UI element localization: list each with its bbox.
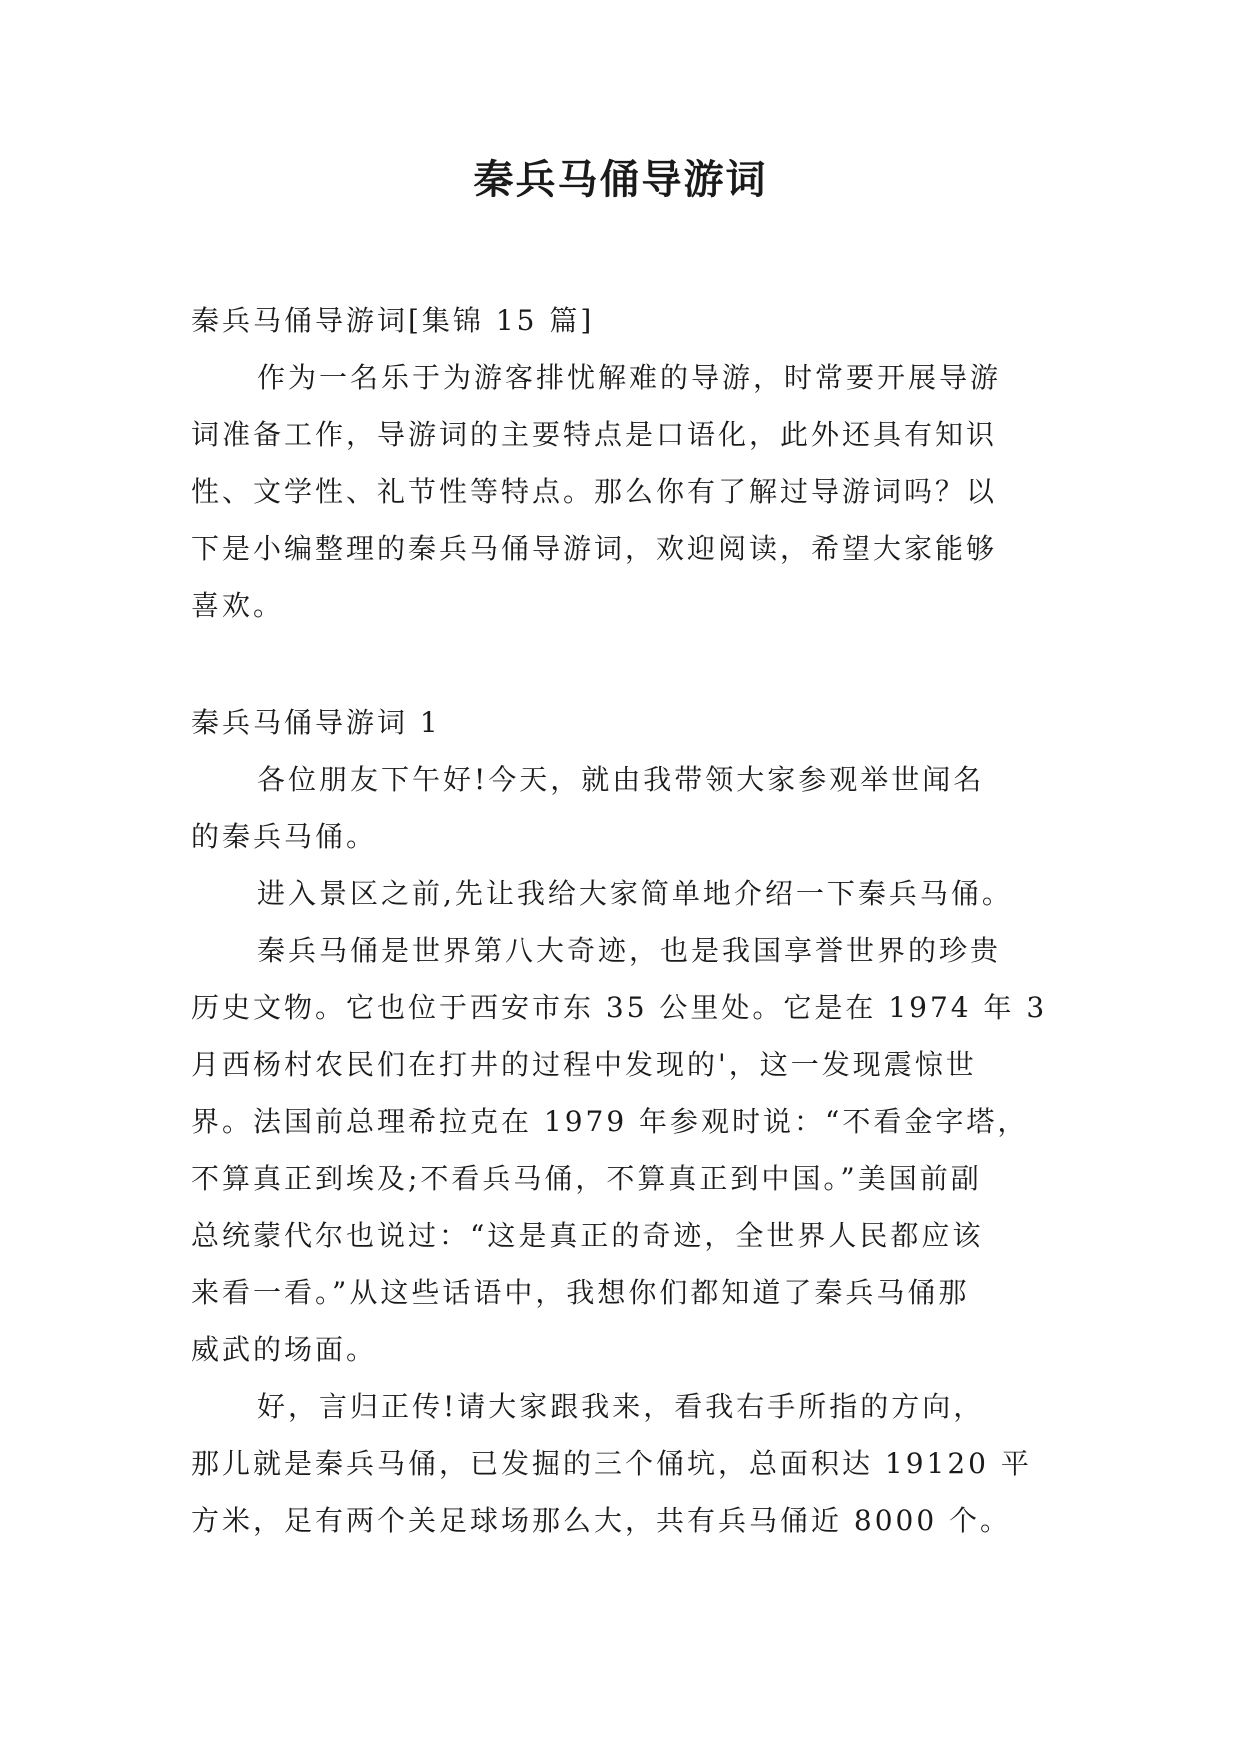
body-paragraph-line: 的秦兵马俑。 — [191, 820, 378, 853]
body-paragraph-line: 进入景区之前,先让我给大家简单地介绍一下秦兵马俑。 — [257, 877, 1013, 910]
document-body — [191, 292, 1057, 1549]
intro-paragraph-line: 词准备工作，导游词的主要特点是口语化，此外还具有知识 — [191, 418, 998, 451]
body-paragraph-line: 各位朋友下午好!今天，就由我带领大家参观举世闻名 — [257, 763, 985, 796]
body-paragraph-line: 那儿就是秦兵马俑，已发掘的三个俑坑，总面积达 19120 平 — [191, 1447, 1032, 1480]
body-paragraph-line: 不算真正到埃及;不看兵马俑，不算真正到中国。”美国前副 — [191, 1162, 982, 1195]
body-paragraph-line: 威武的场面。 — [191, 1333, 378, 1366]
body-paragraph-line: 界。法国前总理希拉克在 1979 年参观时说：“不看金字塔， — [191, 1105, 1029, 1138]
body-paragraph-line: 来看一看。”从这些话语中，我想你们都知道了秦兵马俑那 — [191, 1276, 970, 1309]
body-paragraph-line: 总统蒙代尔也说过：“这是真正的奇迹，全世界人民都应该 — [191, 1219, 984, 1252]
section-spacer — [191, 634, 1057, 694]
section-heading: 秦兵马俑导游词 1 — [191, 706, 441, 739]
body-paragraph-line: 秦兵马俑是世界第八大奇迹，也是我国享誉世界的珍贵 — [257, 934, 1002, 967]
intro-paragraph-line: 作为一名乐于为游客排忧解难的导游，时常要开展导游 — [257, 361, 1002, 394]
intro-paragraph-line: 喜欢。 — [191, 589, 285, 622]
document-title: 秦兵马俑导游词 — [473, 157, 768, 203]
body-paragraph-line: 历史文物。它也位于西安市东 35 公里处。它是在 1974 年 3 — [191, 991, 1048, 1024]
body-paragraph-line: 月西杨村农民们在打井的过程中发现的'，这一发现震惊世 — [191, 1048, 977, 1081]
body-paragraph-line: 好，言归正传!请大家跟我来，看我右手所指的方向， — [257, 1390, 985, 1423]
intro-paragraph-line: 下是小编整理的秦兵马俑导游词，欢迎阅读，希望大家能够 — [191, 532, 998, 565]
body-paragraph-line: 方米，足有两个关足球场那么大，共有兵马俑近 8000 个。 — [191, 1504, 1012, 1537]
collection-heading: 秦兵马俑导游词[集锦 15 篇] — [191, 304, 595, 337]
intro-paragraph-line: 性、文学性、礼节性等特点。那么你有了解过导游词吗？以 — [191, 475, 998, 508]
